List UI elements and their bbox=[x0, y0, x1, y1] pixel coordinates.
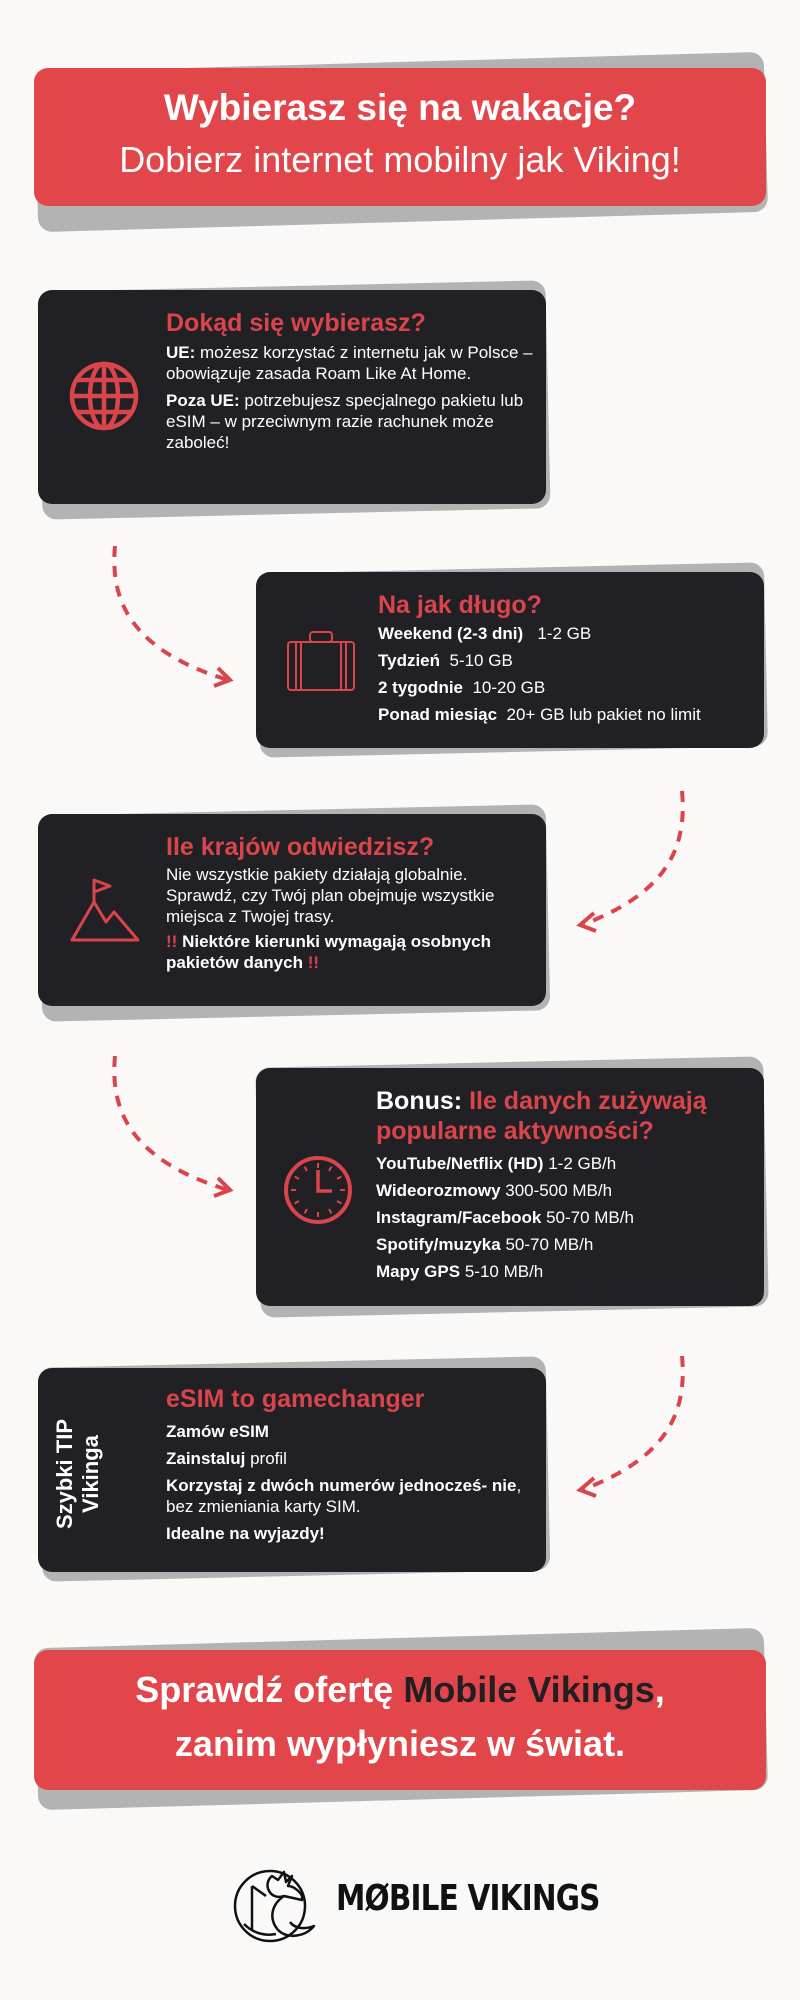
tip-side-label: Szybki TIP Vikinga bbox=[52, 1418, 103, 1530]
card-duration bbox=[256, 572, 764, 748]
usage-row: Spotify/muzyka 50-70 MB/h bbox=[376, 1235, 594, 1254]
non-eu-info: Poza UE: potrzebujesz specjalnego pakietu lub eSIM – w przeciwnym razie rachunek może zaboleć! bbox=[166, 391, 524, 452]
duration-row: Weekend (2-3 dni) 1-2 GB bbox=[378, 624, 592, 643]
clock-icon bbox=[282, 1154, 354, 1231]
tip-row: Zamów eSIM bbox=[166, 1422, 269, 1441]
usage-row: YouTube/Netflix (HD) 1-2 GB/h bbox=[376, 1154, 617, 1173]
card-title: Dokąd się wybierasz? bbox=[166, 309, 426, 337]
duration-row: Tydzień 5-10 GB bbox=[378, 651, 513, 670]
card-destination bbox=[38, 290, 546, 504]
eu-info: UE: możesz korzystać z internetu jak w Polsce – obowiązuje zasada Roam Like At Home. bbox=[166, 343, 533, 383]
duration-row: Ponad miesiąc 20+ GB lub pakiet no limit bbox=[378, 705, 701, 724]
card-tip bbox=[38, 1368, 546, 1572]
card-title: eSIM to gamechanger bbox=[166, 1385, 425, 1413]
tip-row: Korzystaj z dwóch numerów jednocześ- nie, bez zmieniania karty SIM. bbox=[166, 1476, 522, 1516]
tip-row: Idealne na wyjazdy! bbox=[166, 1524, 325, 1543]
card-countries bbox=[38, 814, 546, 1006]
tip-row: Zainstaluj profil bbox=[166, 1449, 287, 1468]
dashed-arrow-4-icon bbox=[570, 1350, 690, 1500]
viking-dragon-logo-icon bbox=[232, 1856, 322, 1953]
card-title: Na jak długo? bbox=[378, 591, 542, 619]
footer-line1: Sprawdź ofertę Mobile Vikings, bbox=[135, 1669, 665, 1710]
footer-line2: zanim wypłyniesz w świat. bbox=[174, 1723, 626, 1764]
dashed-arrow-2-icon bbox=[570, 785, 690, 935]
mobile-vikings-logo[interactable] bbox=[232, 1856, 600, 1948]
usage-row: Mapy GPS 5-10 MB/h bbox=[376, 1262, 544, 1281]
card-title: Bonus: Ile danych zużywają popularne aktywności? bbox=[376, 1087, 707, 1145]
footer-banner[interactable] bbox=[34, 1650, 766, 1790]
duration-row: 2 tygodnie 10-20 GB bbox=[378, 678, 546, 697]
card-title: Ile krajów odwiedzisz? bbox=[166, 833, 435, 861]
usage-row: Wideorozmowy 300-500 MB/h bbox=[376, 1181, 613, 1200]
countries-info: Nie wszystkie pakiety działają globalnie. Sprawdź, czy Twój plan obejmuje wszystkie miejsca z Twojej trasy. bbox=[166, 865, 495, 926]
suitcase-icon bbox=[286, 630, 356, 697]
usage-row: Instagram/Facebook 50-70 MB/h bbox=[376, 1208, 634, 1227]
header-subtitle: Dobierz internet mobilny jak Viking! bbox=[119, 139, 681, 180]
globe-icon bbox=[68, 360, 140, 437]
header-banner bbox=[34, 68, 766, 206]
dashed-arrow-3-icon bbox=[100, 1050, 240, 1200]
card-bonus bbox=[256, 1068, 764, 1306]
brand-name: Mobile Vikings bbox=[403, 1669, 655, 1710]
countries-warning: !! Niektóre kierunki wymagają osobnych pakietów danych !! bbox=[166, 932, 492, 972]
dashed-arrow-1-icon bbox=[100, 540, 240, 690]
logo-text: MØBILE VIKINGS bbox=[336, 1878, 600, 1919]
mountain-flag-icon bbox=[70, 878, 140, 947]
header-title: Wybierasz się na wakacje? bbox=[163, 87, 637, 128]
